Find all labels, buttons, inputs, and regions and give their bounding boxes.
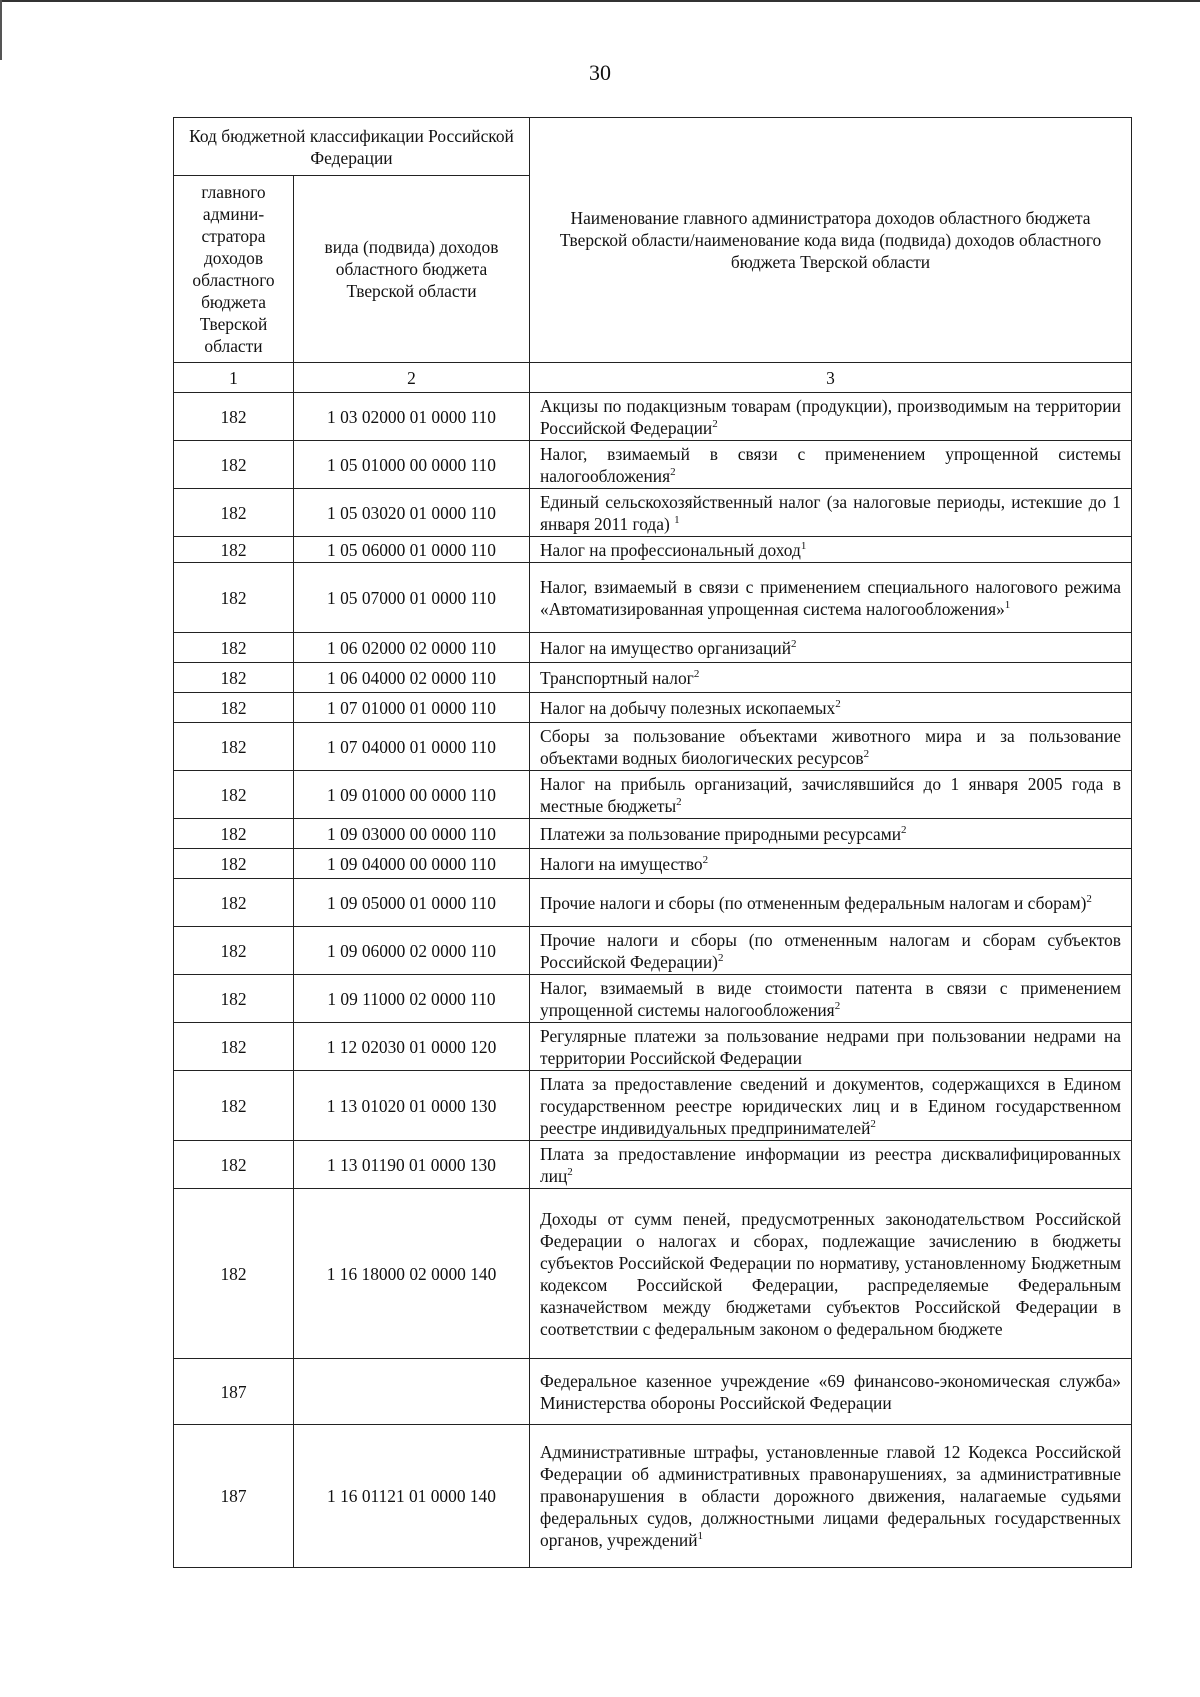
table-row: [174, 1359, 1132, 1425]
income-name-text: Акцизы по подакцизным товарам (продукции), производимым на территории Российской Федерации: [540, 395, 1121, 438]
table-row: [174, 633, 1132, 663]
income-name-cell: [530, 693, 1132, 723]
admin-code-cell: 182: [174, 441, 294, 489]
income-name-text: Доходы от сумм пеней, предусмотренных законодательством Российской Федерации о налогах и сборах, подлежащие зачислению в бюджеты субъектов Российской Федерации по нормативу, установленному Бюджетным кодексом Российской Федерации, распределяемые Федеральным казначейством между бюджетами субъектов Российской Федерации в соответствии с федеральным законом о федеральном бюджете: [540, 1208, 1121, 1339]
table-row: [174, 537, 1132, 563]
income-name-cell: [530, 563, 1132, 633]
admin-code-cell: 182: [174, 1189, 294, 1359]
income-name-cell: [530, 975, 1132, 1023]
income-name-cell: [530, 1023, 1132, 1071]
income-code-cell: 1 05 06000 01 0000 110: [294, 537, 530, 563]
footnote-marker: 2: [712, 417, 718, 430]
admin-code-cell: 187: [174, 1359, 294, 1425]
income-name-text: Налог на прибыль организаций, зачислявшийся до 1 января 2005 года в местные бюджеты: [540, 773, 1121, 816]
income-code-cell: 1 09 04000 00 0000 110: [294, 849, 530, 879]
income-code-cell: 1 03 02000 01 0000 110: [294, 393, 530, 441]
income-name-cell: [530, 771, 1132, 819]
table-row: [174, 1023, 1132, 1071]
income-name-cell: [530, 1359, 1132, 1425]
footnote-marker: 2: [863, 747, 870, 760]
income-code-cell: 1 13 01190 01 0000 130: [294, 1141, 530, 1189]
table-row: [174, 1141, 1132, 1189]
scan-border-top: [0, 0, 1200, 2]
footnote-marker: 2: [702, 853, 709, 866]
income-code-cell: 1 05 01000 00 0000 110: [294, 441, 530, 489]
admin-code-cell: 182: [174, 975, 294, 1023]
income-name-cell: [530, 1189, 1132, 1359]
footnote-marker: 2: [1086, 892, 1092, 905]
income-name-text: Налог, взимаемый в виде стоимости патента в связи с применением упрощенной системы налогообложения: [540, 977, 1121, 1020]
admin-code-cell: 182: [174, 849, 294, 879]
income-name-text: Налог, взимаемый в связи с применением упрощенной системы налогообложения: [540, 443, 1121, 486]
table-row: [174, 723, 1132, 771]
income-name-text: Налог на профессиональный доход: [540, 539, 801, 560]
table-row: [174, 849, 1132, 879]
income-name-text: Налоги на имущество: [540, 853, 703, 874]
income-name-text: Единый сельскохозяйственный налог (за налоговые периоды, истекшие до 1 января 2011 года): [540, 491, 1121, 534]
income-name-text: Плата за предоставление сведений и документов, содержащихся в Едином государственном реестре юридических лиц и в Едином государственном реестре индивидуальных предпринимателей: [540, 1073, 1121, 1138]
income-code-cell: 1 16 01121 01 0000 140: [294, 1425, 530, 1568]
income-name-cell: [530, 393, 1132, 441]
income-name-cell: [530, 1141, 1132, 1189]
admin-code-cell: 182: [174, 1071, 294, 1141]
table-row: [174, 819, 1132, 849]
income-code-cell: 1 06 04000 02 0000 110: [294, 663, 530, 693]
income-name-cell: [530, 723, 1132, 771]
footnote-marker: 2: [834, 999, 841, 1012]
footnote-marker: 2: [870, 1117, 876, 1130]
income-code-cell: 1 09 03000 00 0000 110: [294, 819, 530, 849]
income-name-text: Федеральное казенное учреждение «69 финансово-экономическая служба» Министерства обороны Российской Федерации: [540, 1370, 1121, 1413]
income-name-text: Транспортный налог: [540, 667, 694, 688]
income-name-text: Плата за предоставление информации из реестра дисквалифицированных лиц: [540, 1143, 1121, 1186]
admin-code-cell: 182: [174, 771, 294, 819]
table-row: [174, 975, 1132, 1023]
col2-header: вида (подвида) доходов областного бюджета Тверской области: [294, 176, 530, 363]
income-name-text: Регулярные платежи за пользование недрами при пользовании недрами на территории Российской Федерации: [540, 1025, 1121, 1068]
income-name-text: Налог на добычу полезных ископаемых: [540, 697, 836, 718]
col1-header-line: Тверской: [199, 314, 268, 334]
footnote-marker: 1: [697, 1530, 704, 1543]
admin-code-cell: 182: [174, 819, 294, 849]
income-code-cell: 1 09 06000 02 0000 110: [294, 927, 530, 975]
income-name-text: Прочие налоги и сборы (по отмененным налогам и сборам субъектов Российской Федерации): [540, 929, 1121, 972]
footnote-marker: 1: [1004, 598, 1011, 611]
table-row: [174, 771, 1132, 819]
admin-code-cell: 182: [174, 693, 294, 723]
admin-code-cell: 182: [174, 633, 294, 663]
income-name-text: Налог на имущество организаций: [540, 637, 792, 658]
income-name-cell: [530, 879, 1132, 927]
income-name-cell: [530, 1425, 1132, 1568]
col1-header-line: доходов: [203, 248, 264, 268]
table-row: [174, 1425, 1132, 1568]
col1-header-line: стратора: [201, 226, 266, 246]
income-name-cell: [530, 1071, 1132, 1141]
admin-code-cell: 182: [174, 393, 294, 441]
table-row: [174, 879, 1132, 927]
admin-code-cell: 182: [174, 723, 294, 771]
admin-code-cell: 182: [174, 489, 294, 537]
income-code-cell: 1 09 11000 02 0000 110: [294, 975, 530, 1023]
col1-header-line: бюджета: [201, 292, 266, 312]
kbk-header: Код бюджетной классификации Российской Федерации: [174, 118, 530, 176]
income-code-cell: 1 16 18000 02 0000 140: [294, 1189, 530, 1359]
income-name-text: Платежи за пользование природными ресурсами: [540, 823, 902, 844]
table-row: [174, 663, 1132, 693]
footnote-marker: 2: [670, 465, 676, 478]
admin-code-cell: 182: [174, 663, 294, 693]
income-code-cell: 1 05 07000 01 0000 110: [294, 563, 530, 633]
admin-name-header: Наименование главного администратора доходов областного бюджета Тверской области/наименование кода вида (подвида) доходов областного бюджета Тверской области: [530, 118, 1132, 363]
footnote-marker: 2: [717, 951, 724, 964]
column-number-row: [174, 363, 1132, 393]
footnote-marker: 2: [791, 637, 797, 650]
income-code-cell: 1 09 05000 01 0000 110: [294, 879, 530, 927]
table-row: [174, 489, 1132, 537]
footnote-marker: 2: [901, 823, 907, 836]
income-name-cell: [530, 663, 1132, 693]
footnote-marker: 1: [800, 539, 807, 552]
income-name-text: Прочие налоги и сборы (по отмененным федеральным налогам и сборам): [540, 892, 1087, 913]
page-number: 30: [589, 60, 611, 85]
income-code-cell: [294, 1359, 530, 1425]
income-code-cell: 1 12 02030 01 0000 120: [294, 1023, 530, 1071]
income-code-cell: 1 07 04000 01 0000 110: [294, 723, 530, 771]
income-code-cell: 1 09 01000 00 0000 110: [294, 771, 530, 819]
footnote-marker: 1: [674, 513, 680, 526]
income-code-cell: 1 07 01000 01 0000 110: [294, 693, 530, 723]
income-name-cell: [530, 849, 1132, 879]
col1-header-line: области: [204, 336, 263, 356]
table-row: [174, 563, 1132, 633]
income-name-cell: [530, 819, 1132, 849]
income-name-cell: [530, 489, 1132, 537]
income-name-text: Налог, взимаемый в связи с применением специального налогового режима «Автоматизированная упрощенная система налогообложения»: [540, 576, 1121, 619]
admin-code-cell: 187: [174, 1425, 294, 1568]
table-row: [174, 393, 1132, 441]
col-number: 1: [174, 363, 294, 393]
income-name-cell: [530, 927, 1132, 975]
footnote-marker: 2: [567, 1165, 573, 1178]
footnote-marker: 2: [835, 697, 841, 710]
col1-header: [174, 176, 294, 363]
table-row: [174, 1189, 1132, 1359]
income-code-cell: 1 13 01020 01 0000 130: [294, 1071, 530, 1141]
col1-header-line: админи-: [202, 204, 265, 224]
income-code-cell: 1 05 03020 01 0000 110: [294, 489, 530, 537]
table-row: [174, 693, 1132, 723]
income-name-cell: [530, 537, 1132, 563]
budget-classification-table: [173, 117, 1132, 1568]
income-code-cell: 1 06 02000 02 0000 110: [294, 633, 530, 663]
col-number: 3: [530, 363, 1132, 393]
admin-code-cell: 182: [174, 1141, 294, 1189]
admin-code-cell: 182: [174, 1023, 294, 1071]
income-name-cell: [530, 633, 1132, 663]
admin-code-cell: 182: [174, 537, 294, 563]
income-name-text: Административные штрафы, установленные главой 12 Кодекса Российской Федерации об административных правонарушениях, за административные правонарушения в области дорожного движения, налагаемые судьями федеральных судов, должностными лицами федеральных государственных органов, учреждений: [540, 1442, 1121, 1550]
footnote-marker: 2: [693, 667, 700, 680]
admin-code-cell: 182: [174, 879, 294, 927]
footnote-marker: 2: [676, 795, 682, 808]
col-number: 2: [294, 363, 530, 393]
table-row: [174, 1071, 1132, 1141]
admin-code-cell: 182: [174, 563, 294, 633]
scan-border-left: [0, 0, 2, 60]
col1-header-line: главного: [201, 182, 266, 202]
table-row: [174, 441, 1132, 489]
income-name-cell: [530, 441, 1132, 489]
admin-code-cell: 182: [174, 927, 294, 975]
table-row: [174, 927, 1132, 975]
header-row: [174, 118, 1132, 176]
income-name-text: Сборы за пользование объектами животного мира и за пользование объектами водных биологических ресурсов: [540, 725, 1121, 768]
col1-header-line: областного: [192, 270, 275, 290]
